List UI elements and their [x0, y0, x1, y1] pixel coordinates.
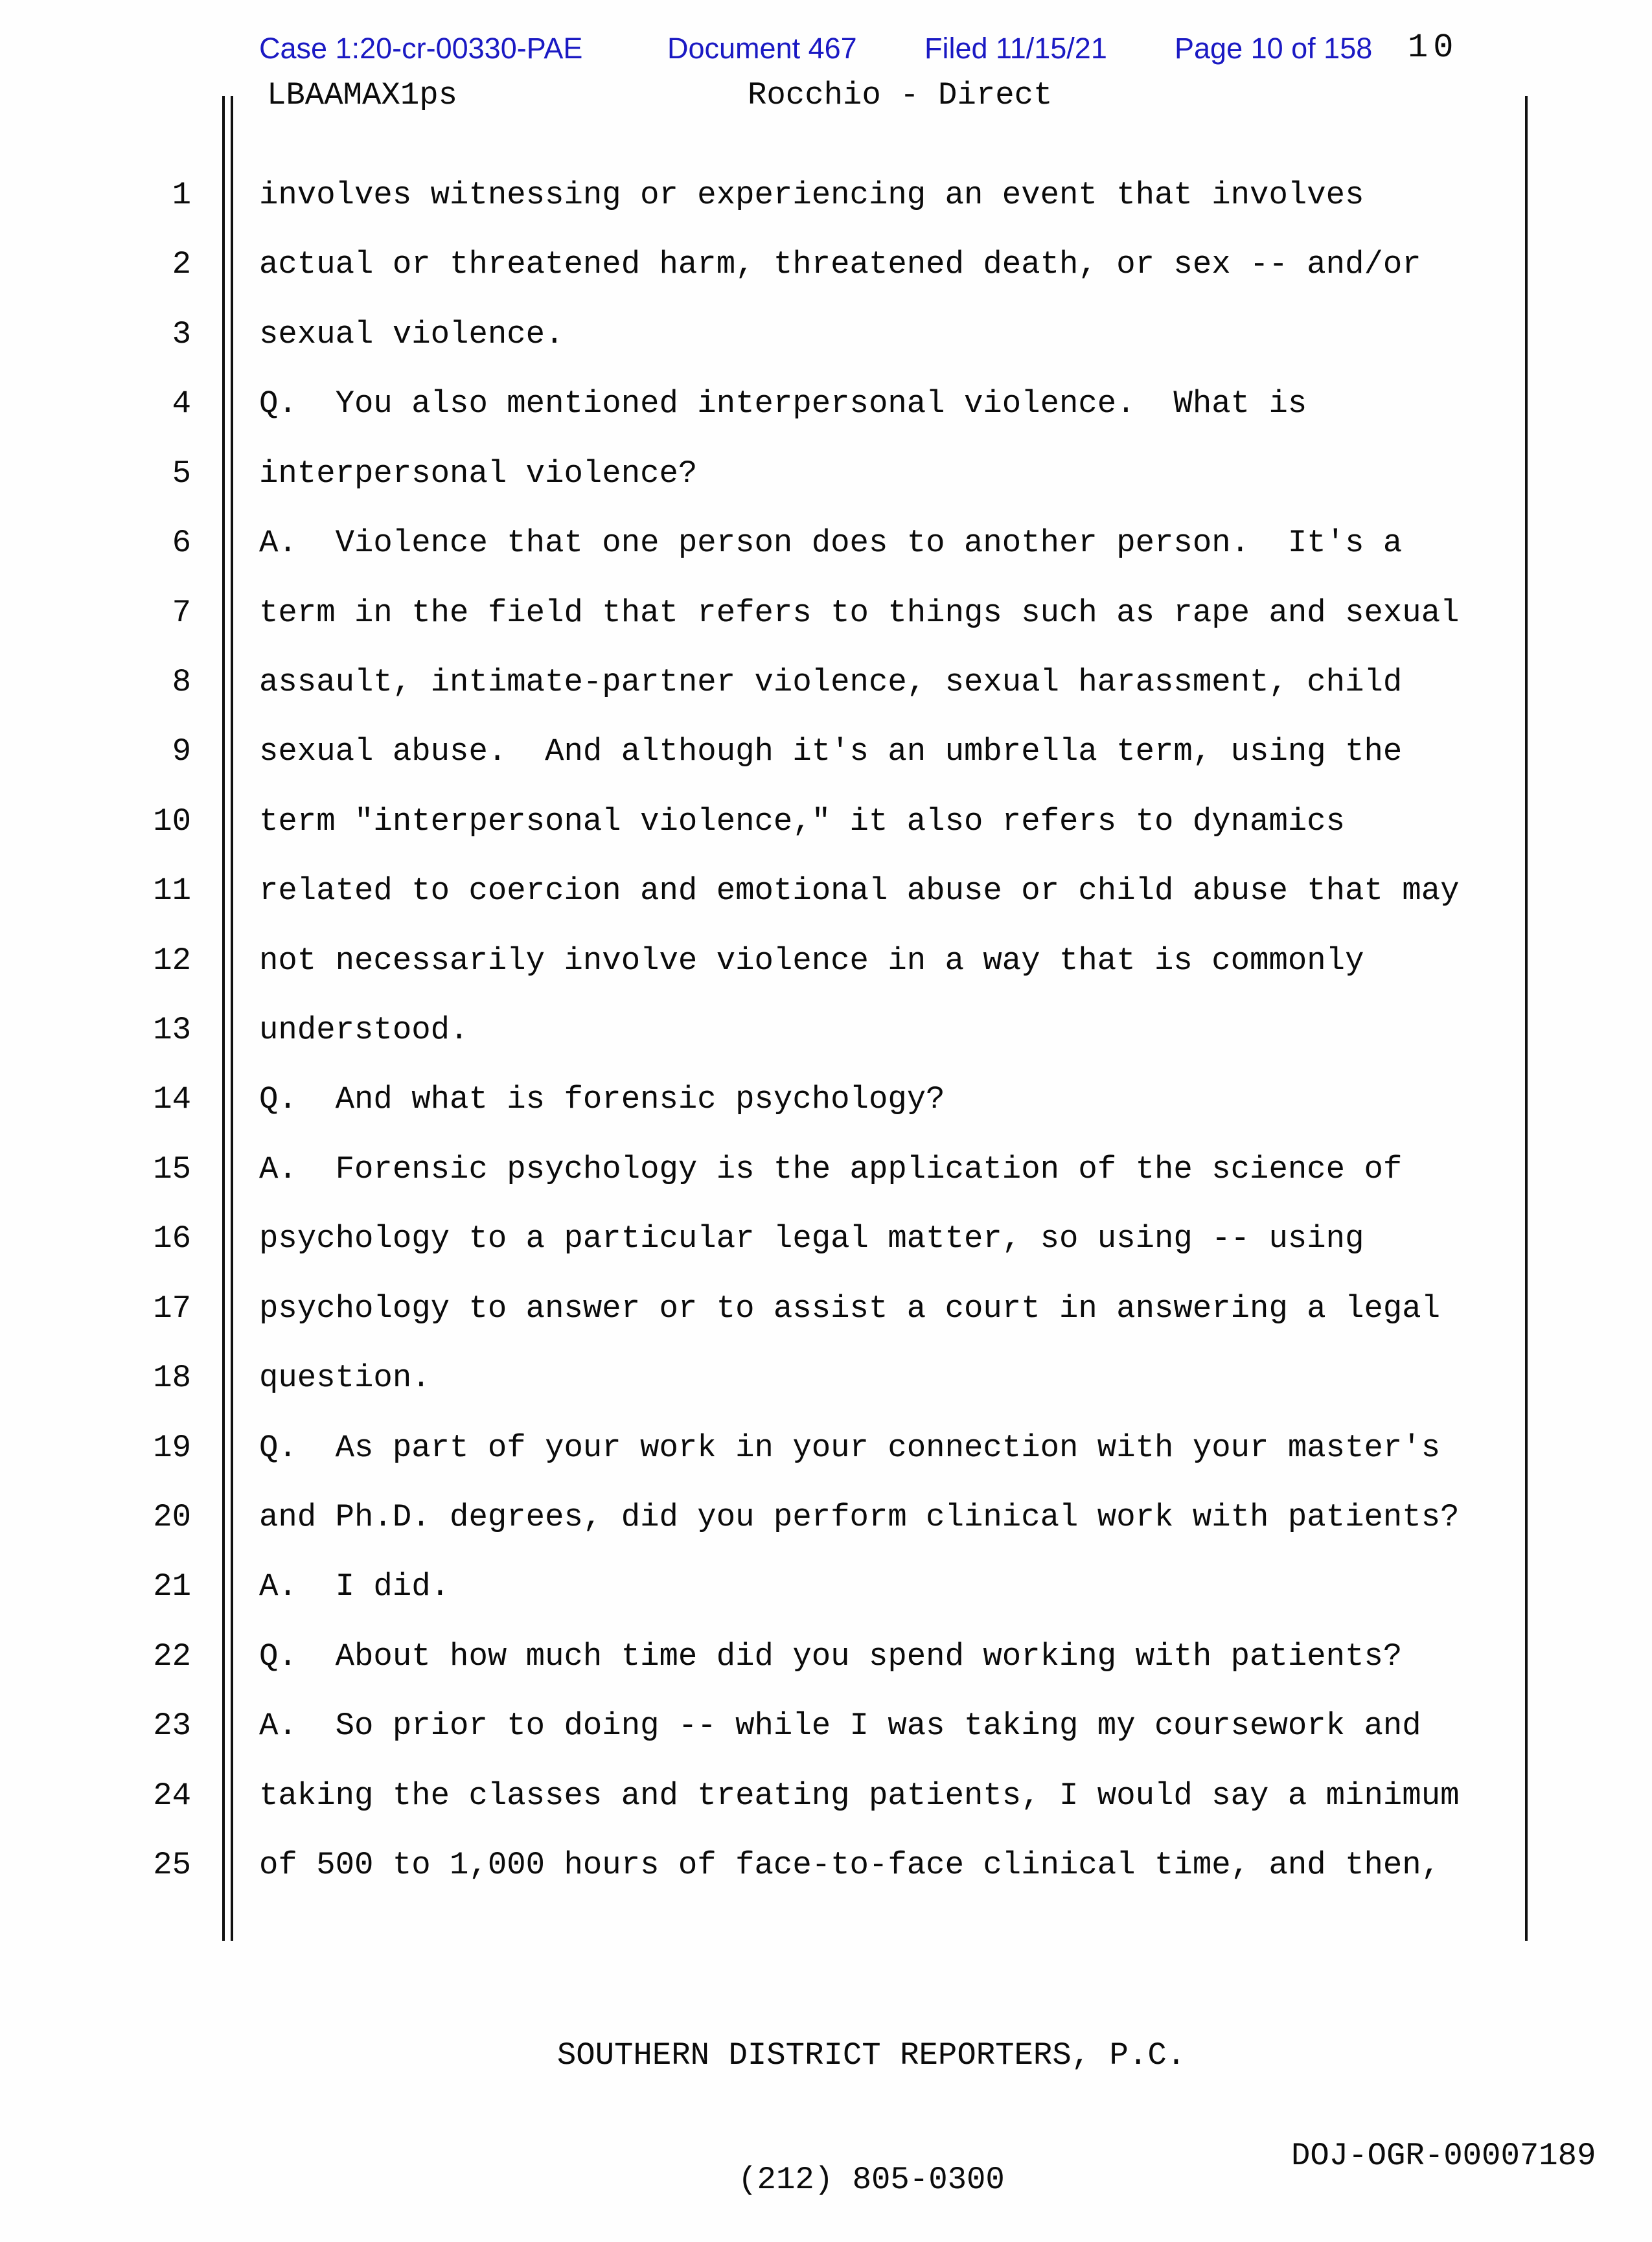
line-number: 23 [153, 1708, 191, 1744]
line-number: 25 [153, 1847, 191, 1884]
reporter-name: SOUTHERN DISTRICT REPORTERS, P.C. [556, 2037, 1186, 2074]
transcript-line [0, 856, 1652, 926]
transcript-line [0, 1135, 1652, 1204]
bates-number: DOJ-OGR-00007189 [1291, 2138, 1596, 2174]
reporter-phone: (212) 805-0300 [738, 2162, 1005, 2198]
line-text: sexual violence. [259, 315, 564, 352]
line-text: sexual abuse. And although it's an umbrella term, using the [259, 733, 1403, 770]
line-text: assault, intimate-partner violence, sexual harassment, child [259, 663, 1403, 700]
line-number: 9 [172, 733, 191, 770]
line-number: 18 [153, 1360, 191, 1397]
transcript-line [0, 230, 1652, 299]
transcript-body [0, 161, 1652, 1901]
transcript-line [0, 648, 1652, 717]
transcript-line [0, 996, 1652, 1065]
line-number: 13 [153, 1012, 191, 1049]
line-text: Q. And what is forensic psychology? [259, 1081, 945, 1118]
document-number: Document 467 [667, 32, 857, 65]
line-number: 6 [172, 525, 191, 562]
line-number: 2 [172, 246, 191, 283]
line-text: understood. [259, 1012, 469, 1049]
line-text: interpersonal violence? [259, 455, 698, 492]
line-text: A. So prior to doing -- while I was taking my coursework and [259, 1708, 1421, 1744]
line-number: 3 [172, 315, 191, 352]
line-text: and Ph.D. degrees, did you perform clinical work with patients? [259, 1499, 1460, 1536]
line-text: not necessarily involve violence in a way that is commonly [259, 942, 1364, 979]
transcript-line [0, 1831, 1652, 1900]
line-number: 8 [172, 663, 191, 700]
line-text: term in the field that refers to things such as rape and sexual [259, 594, 1460, 631]
transcript-line [0, 1622, 1652, 1691]
transcript-line [0, 1274, 1652, 1344]
transcript-line [0, 578, 1652, 648]
line-text: actual or threatened harm, threatened death, or sex -- and/or [259, 246, 1421, 283]
line-number: 4 [172, 385, 191, 422]
line-text: question. [259, 1360, 431, 1397]
transcript-line [0, 1204, 1652, 1274]
transcript-line [0, 509, 1652, 578]
line-text: psychology to a particular legal matter, so using -- using [259, 1220, 1364, 1257]
line-text: related to coercion and emotional abuse or child abuse that may [259, 873, 1460, 909]
line-text: term "interpersonal violence," it also refers to dynamics [259, 803, 1346, 840]
line-number: 17 [153, 1290, 191, 1327]
line-text: involves witnessing or experiencing an event that involves [259, 177, 1364, 213]
line-number: 20 [153, 1499, 191, 1536]
line-text: psychology to answer or to assist a court in answering a legal [259, 1290, 1441, 1327]
line-number: 19 [153, 1429, 191, 1466]
line-number: 22 [153, 1638, 191, 1675]
line-number: 12 [153, 942, 191, 979]
line-text: A. I did. [259, 1568, 450, 1605]
transcript-line [0, 1065, 1652, 1134]
transcript-line [0, 1483, 1652, 1552]
page-indicator: Page 10 of 158 [1175, 32, 1373, 65]
line-number: 11 [153, 873, 191, 909]
transcript-line [0, 926, 1652, 996]
transcript-line [0, 717, 1652, 786]
line-text: of 500 to 1,000 hours of face-to-face clinical time, and then, [259, 1847, 1441, 1884]
line-number: 14 [153, 1081, 191, 1118]
line-text: Q. You also mentioned interpersonal violence. What is [259, 385, 1307, 422]
line-number: 7 [172, 594, 191, 631]
filed-date: Filed 11/15/21 [924, 32, 1107, 65]
transcript-page-number: 10 [1408, 29, 1459, 67]
transcript-line [0, 161, 1652, 230]
transcript-line [0, 1761, 1652, 1831]
line-text: Q. About how much time did you spend working with patients? [259, 1638, 1403, 1675]
transcript-line [0, 1413, 1652, 1483]
transcript-line [0, 1691, 1652, 1761]
line-number: 10 [153, 803, 191, 840]
transcript-line [0, 369, 1652, 439]
transcript-id: LBAAMAX1ps [267, 77, 458, 113]
line-text: A. Forensic psychology is the application of the science of [259, 1150, 1403, 1187]
ecf-stamp-header [0, 34, 1652, 73]
line-text: Q. As part of your work in your connection with your master's [259, 1429, 1441, 1466]
transcript-line [0, 439, 1652, 509]
line-number: 1 [172, 177, 191, 213]
transcript-line [0, 1552, 1652, 1621]
line-number: 5 [172, 455, 191, 492]
line-text: taking the classes and treating patients, I would say a minimum [259, 1777, 1460, 1814]
line-number: 24 [153, 1777, 191, 1814]
reporter-footer [259, 1952, 1484, 2242]
case-number: Case 1:20-cr-00330-PAE [259, 32, 583, 65]
transcript-line [0, 1344, 1652, 1413]
transcript-line [0, 300, 1652, 369]
session-title: Rocchio - Direct [748, 77, 1053, 113]
line-number: 21 [153, 1568, 191, 1605]
line-number: 15 [153, 1150, 191, 1187]
line-number: 16 [153, 1220, 191, 1257]
transcript-header-line [0, 77, 1652, 119]
line-text: A. Violence that one person does to another person. It's a [259, 525, 1403, 562]
transcript-line [0, 787, 1652, 856]
